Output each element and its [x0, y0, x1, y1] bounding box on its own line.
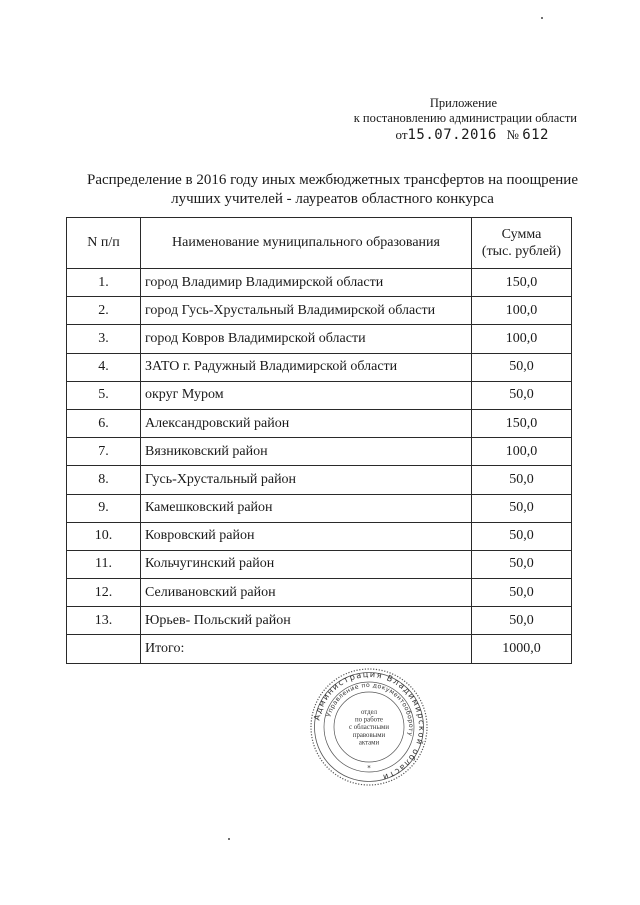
- stamp-center-line: актами: [358, 739, 380, 747]
- table-header-row: [67, 218, 572, 269]
- municipality-name: Вязниковский район: [141, 438, 472, 466]
- date-prefix: от: [395, 127, 408, 142]
- row-number: 8.: [67, 466, 141, 494]
- table-row: [67, 325, 572, 353]
- number-sign: №: [506, 127, 519, 142]
- row-number: 10.: [67, 522, 141, 550]
- row-number: 11.: [67, 550, 141, 578]
- municipality-name: округ Муром: [141, 381, 472, 409]
- row-sum: 50,0: [472, 381, 572, 409]
- table-row: [67, 466, 572, 494]
- municipality-name: город Гусь-Хрустальный Владимирской области: [141, 297, 472, 325]
- municipality-name: Гусь-Хрустальный район: [141, 466, 472, 494]
- header-sum-line1: Сумма: [501, 227, 542, 242]
- stamp-center-line: по работе: [355, 716, 383, 724]
- table-body: [67, 269, 572, 664]
- row-number: 12.: [67, 579, 141, 607]
- municipality-name: Александровский район: [141, 409, 472, 437]
- stamp-center-line: отдел: [360, 709, 378, 716]
- row-number: 7.: [67, 438, 141, 466]
- municipality-name: Юрьев- Польский район: [141, 607, 472, 635]
- row-number: [67, 635, 141, 663]
- stamp-ring-text: Управление по документообороту: [325, 681, 415, 737]
- row-number: 6.: [67, 409, 141, 437]
- stamp-center-text: [349, 709, 389, 746]
- municipality-name: город Ковров Владимирской области: [141, 325, 472, 353]
- municipality-name: Селивановский район: [141, 579, 472, 607]
- row-number: 9.: [67, 494, 141, 522]
- row-sum: 1000,0: [472, 635, 572, 663]
- row-sum: 150,0: [472, 269, 572, 297]
- table-row: [67, 353, 572, 381]
- header-name: Наименование муниципального образования: [141, 218, 472, 269]
- municipality-name: ЗАТО г. Радужный Владимирской области: [141, 353, 472, 381]
- stamp-center-line: правовыми: [352, 731, 386, 739]
- header-sum-line2: (тыс. рублей): [481, 244, 562, 259]
- table-row: [67, 550, 572, 578]
- row-sum: 50,0: [472, 579, 572, 607]
- row-number: 13.: [67, 607, 141, 635]
- municipality-name: Кольчугинский район: [141, 550, 472, 578]
- scan-speck: [541, 17, 543, 19]
- row-number: 2.: [67, 297, 141, 325]
- title-line-1: Распределение в 2016 году иных межбюджетных трансфертов на поощрение: [86, 172, 578, 188]
- row-sum: 50,0: [472, 522, 572, 550]
- municipality-name: Камешковский район: [141, 494, 472, 522]
- table-row: [67, 381, 572, 409]
- table-row: [67, 494, 572, 522]
- row-number: 3.: [67, 325, 141, 353]
- decree-number: 612: [522, 127, 549, 143]
- row-number: 1.: [67, 269, 141, 297]
- row-sum: 100,0: [472, 325, 572, 353]
- appendix-date-number: [300, 127, 577, 143]
- row-sum: 50,0: [472, 353, 572, 381]
- row-sum: 100,0: [472, 297, 572, 325]
- table-row: [67, 607, 572, 635]
- municipality-name: Итого:: [141, 635, 472, 663]
- document-title: [60, 171, 605, 209]
- header-sum: [472, 218, 572, 269]
- decree-date: 15.07.2016: [407, 127, 497, 143]
- table-row: [67, 269, 572, 297]
- row-sum: 150,0: [472, 409, 572, 437]
- stamp-outer-text: Администрация Владимирской области: [311, 668, 428, 784]
- row-sum: 50,0: [472, 466, 572, 494]
- header-num: N п/п: [67, 218, 141, 269]
- appendix-header: [300, 96, 577, 143]
- table-row: [67, 297, 572, 325]
- table-row: [67, 579, 572, 607]
- appendix-label: Приложение: [429, 96, 497, 110]
- scan-speck: [228, 838, 230, 840]
- row-sum: 100,0: [472, 438, 572, 466]
- stamp-star: *: [367, 764, 371, 772]
- table-row: [67, 438, 572, 466]
- row-number: 4.: [67, 353, 141, 381]
- stamp-center-line: с областными: [349, 724, 389, 732]
- table-row: [67, 409, 572, 437]
- total-row: [67, 635, 572, 663]
- row-sum: 50,0: [472, 494, 572, 522]
- appendix-decree-line: к постановлению администрации области: [353, 111, 577, 125]
- table-row: [67, 522, 572, 550]
- row-sum: 50,0: [472, 550, 572, 578]
- municipality-name: Ковровский район: [141, 522, 472, 550]
- title-line-2: лучших учителей - лауреатов областного конкурса: [171, 191, 494, 207]
- municipality-name: город Владимир Владимирской области: [141, 269, 472, 297]
- row-sum: 50,0: [472, 607, 572, 635]
- official-stamp: [309, 667, 429, 787]
- row-number: 5.: [67, 381, 141, 409]
- distribution-table: [66, 217, 572, 664]
